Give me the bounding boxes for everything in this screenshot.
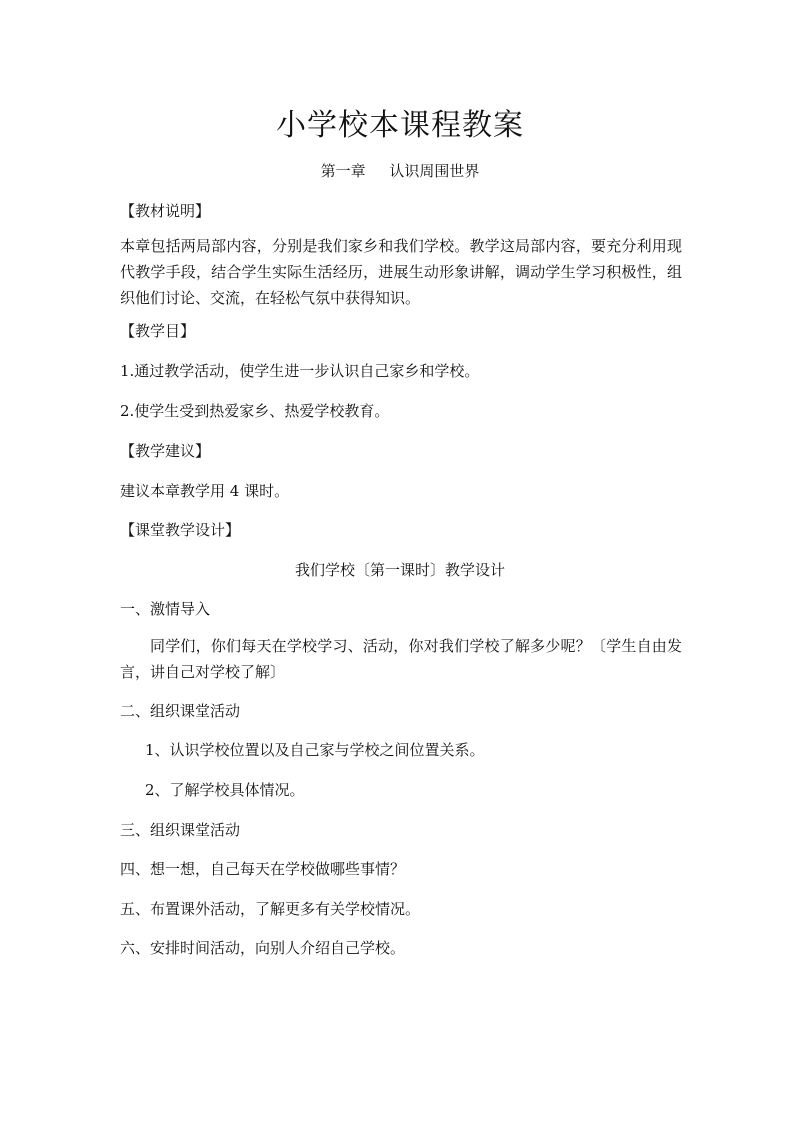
step-4-heading: 四、想一想，自己每天在学校做哪些事情？ bbox=[120, 860, 406, 878]
step-2-heading: 二、组织课堂活动 bbox=[120, 702, 241, 720]
goal-item-2: 2.使学生受到热爱家乡、热爱学校教育。 bbox=[120, 402, 390, 420]
step-2-item-2: 2、了解学校具体情况。 bbox=[145, 781, 305, 799]
material-paragraph: 本章包括两局部内容，分别是我们家乡和我们学校。教学这局部内容，要充分利用现代教学手段，结合学生实际生活经历，进展生动形象讲解，调动学生学习积极性，组织他们讨论、交流，在轻松气氛中获得知识。 bbox=[120, 237, 682, 307]
document-title: 小学校本课程教案 bbox=[276, 108, 524, 143]
step-6-heading: 六、安排时间活动，向别人介绍自己学校。 bbox=[120, 939, 406, 957]
section-heading-goal: 【教学目】 bbox=[120, 322, 196, 340]
step-2-item-1: 1、认识学校位置以及自己家与学校之间位置关系。 bbox=[145, 741, 485, 759]
step-1-paragraph: 同学们，你们每天在学校学习、活动，你对我们学校了解多少呢？〔学生自由发言，讲自己对学校了解〕 bbox=[120, 637, 682, 681]
chapter-heading: 第一章 认识周围世界 bbox=[320, 162, 480, 180]
step-3-heading: 三、组织课堂活动 bbox=[120, 821, 241, 839]
section-heading-design: 【课堂教学设计】 bbox=[120, 521, 241, 539]
goal-item-1: 1.通过教学活动，使学生进一步认识自己家乡和学校。 bbox=[120, 362, 480, 380]
step-5-heading: 五、布置课外活动，了解更多有关学校情况。 bbox=[120, 900, 421, 918]
section-heading-material: 【教材说明】 bbox=[120, 202, 211, 220]
step-1-heading: 一、激情导入 bbox=[120, 600, 211, 618]
suggest-text: 建议本章教学用 4 课时。 bbox=[120, 482, 290, 500]
section-heading-suggest: 【教学建议】 bbox=[120, 442, 211, 460]
design-title: 我们学校〔第一课时〕教学设计 bbox=[294, 561, 505, 579]
